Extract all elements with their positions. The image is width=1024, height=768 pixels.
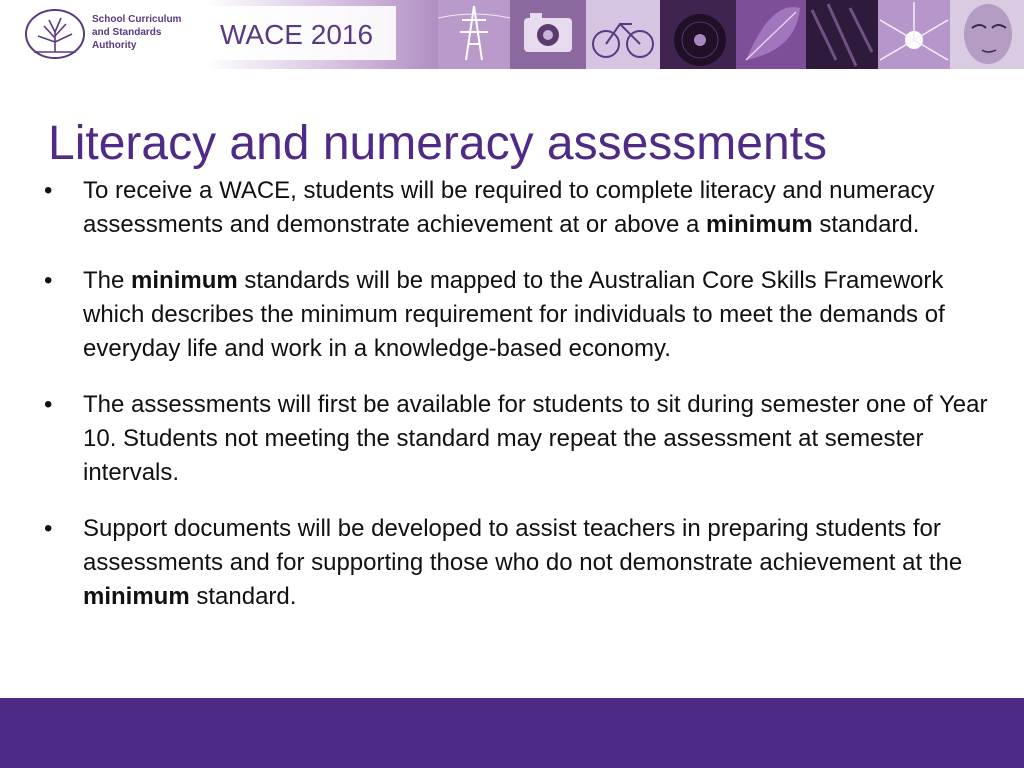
bullet-text-part: Support documents will be developed to assist teachers in preparing students for assessments and for supporting those who do not demonstrate achievement at the: [83, 515, 963, 576]
bullet-item: [40, 388, 1000, 490]
slide-title: Literacy and numeracy assessments: [48, 117, 828, 170]
bullet-item: [40, 512, 1000, 614]
vinyl-record-photo: [660, 0, 736, 69]
power-pylon-photo: [438, 0, 510, 69]
bullet-bold-text: minimum: [706, 211, 813, 238]
logo-line-2: and Standards: [92, 27, 162, 38]
bullet-bold-text: minimum: [131, 267, 238, 294]
bullet-icon: •: [44, 515, 53, 542]
face-photo: [950, 0, 1024, 69]
logo-text: [92, 13, 207, 52]
wace-title: WACE 2016: [220, 19, 374, 50]
bullet-text: [83, 267, 945, 362]
bullet-text-part: To receive a WACE, students will be required to complete literacy and numeracy assessments and demonstrate achievement at or above a: [83, 177, 935, 238]
bullet-item: [40, 174, 1000, 242]
bullet-text-part: The: [83, 267, 132, 294]
tree-in-circle-icon: [24, 8, 86, 60]
camera-photo: [510, 0, 586, 69]
bullet-list: [40, 174, 1000, 636]
bicycle-photo: [586, 0, 660, 69]
bullet-text-part: standard.: [812, 211, 920, 238]
photo-strip: [396, 0, 1024, 69]
bullet-text-part: standard.: [189, 583, 297, 610]
bullet-item: [40, 264, 1000, 366]
bullet-text-part: The assessments will first be available for students to sit during semester one of Year 10. Students not meeting the standard may repeat the assessment at semester intervals.: [83, 391, 988, 486]
bullet-icon: •: [44, 391, 53, 418]
bullet-text-part: standards will be mapped to the Australian Core Skills Framework which describes the minimum requirement for individuals to meet the demands of everyday life and work in a knowledge-based economy.: [83, 267, 945, 362]
logo-line-3: Authority: [92, 40, 137, 51]
sunburst-photo: [878, 0, 950, 69]
leaf-photo: [736, 0, 806, 69]
dark-foliage-photo: [806, 0, 878, 69]
footer-bar: [0, 698, 1024, 768]
sca-logo: [0, 0, 206, 69]
bullet-text: [83, 515, 962, 610]
bullet-text: [83, 391, 987, 486]
bullet-text: [83, 177, 935, 238]
logo-line-1: School Curriculum: [92, 14, 182, 25]
wace-title-box: [206, 6, 396, 60]
header-banner: [0, 0, 1024, 69]
bullet-icon: •: [44, 177, 53, 204]
bullet-icon: •: [44, 267, 53, 294]
bullet-bold-text: minimum: [83, 583, 190, 610]
